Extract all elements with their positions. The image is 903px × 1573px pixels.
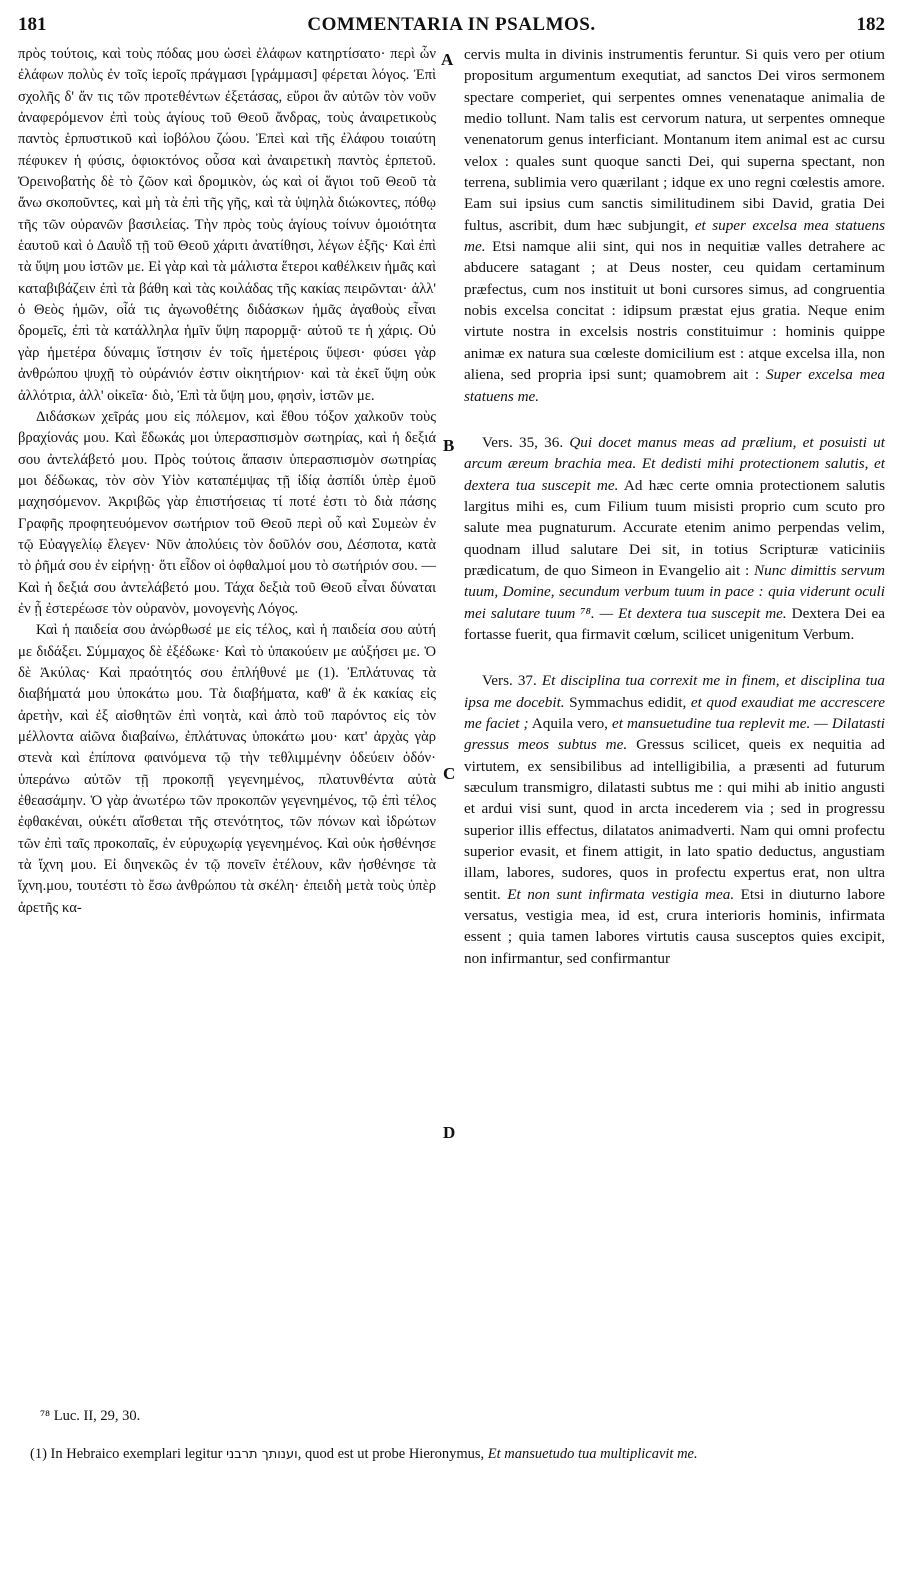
margin-marker-d: D	[443, 1123, 456, 1142]
page-number-right: 182	[856, 14, 885, 35]
latin-quote: Qui docet manus meas ad prælium, et posuisti ut arcum æreum brachia mea. Et dedisti mihi protectionem salutis, et dextera tua suscepit me.	[464, 433, 885, 494]
latin-quote: Et non sunt infirmata vestigia mea.	[507, 885, 735, 903]
margin-marker-c: C	[443, 764, 456, 783]
greek-column	[18, 44, 436, 919]
page-number-left: 181	[18, 14, 47, 35]
hebrew-text: וענותך תרבני	[226, 1447, 298, 1462]
latin-quote: et mansuetudine tua replevit me. — Dilatasti gressus meos subtus me.	[464, 714, 885, 754]
footnote-text: (1) In Hebraico exemplari legitur	[30, 1446, 227, 1462]
greek-paragraph-1: πρὸς τούτοις, καὶ τοὺς πόδας μου ὡσεὶ ἐλάφων κατηρτίσατο· περὶ ὧν ἐλάφων πολὺς ἐν τοῖς ἱεροῖς πράγμασι [γράμμασι] φέρεται λόγος. Ἐπὶ σχολῆς δ' ἄν τις τῶν προτεθέντων ἐξετάσας, εὕροι ἂν αὐτῶν τὸν νοῦν ἀναφερόμενον ἐπὶ τοὺς ἁγίους τοῦ Θεοῦ ἄνδρας, τοὺς ἀναιρετικοὺς παντὸς ἑρπυστικοῦ καὶ ἰοβόλου ζώου. Ἐπεὶ καὶ τῆς ἐλάφου τοιαύτη πέφυκεν ἡ φύσις, ὀφιοκτόνος οὖσα καὶ ἀναιρετικὴ παντὸς ἑρπετοῦ. Ὀρεινοβατὴς δὲ τὸ ζῶον καὶ δρομικὸν, ὡς καὶ οἱ ἅγιοι τοῦ Θεοῦ τὰ ἄνω σκοποῦντες, καὶ μὴ τὰ ἐπὶ τῆς γῆς, καὶ τὰ ὑψηλὰ διώκοντες, πόθῳ τῆς τῶν οὐρανῶν βασιλείας. Τὴν πρὸς τοὺς ἁγίους τοίνυν ὁμοιότητα ἑαυτοῦ καὶ ὁ Δαυῒδ τῇ τοῦ Θεοῦ χάριτι ἀνατίθησι, λέγων ἑξῆς· Καὶ ἐπὶ τὰ ὕψη μου ἱστῶν με. Εἰ γὰρ καὶ τὰ μάλιστα ἕτεροι καθέλκειν ἡμᾶς καὶ καταβιβάζειν ἐπὶ τὰ βάθη καὶ τὰς κοιλάδας τῆς κακίας πειρῶνται· ἀλλ' ὁ Θεὸς ἡμῶν, οἷά τις ἀγωνοθέτης διδάσκων ἡμᾶς ἀγαθοὺς εἶναι δρομεῖς, ἐπὶ τὰ κατάλληλα ἡμῖν ὕψη παρορμᾷ· αὐτοῦ τε ἡ χάρις. Οὐ γὰρ ἡμετέρα δύναμις ἵστησιν ἐν τοῖς ἡμετέροις ὕψεσι· φύσει γὰρ ἀνθρώπου ψυχῇ τὸ οὐράνιόν ἐστιν οἰκητήριον· καὶ τὰ ἐκεῖ ὕψη οὐκ ἀλλότρια, ἀλλ' οἰκεῖα· διὸ, Ἐπὶ τὰ ὕψη μου, φησὶν, ἱστῶν με.	[18, 46, 436, 404]
margin-marker-a: A	[441, 50, 454, 69]
greek-paragraph-2: Διδάσκων χεῖράς μου εἰς πόλεμον, καὶ ἔθου τόξον χαλκοῦν τοὺς βραχίονάς μου. Καὶ ἔδωκάς μοι ὑπερασπισμὸν σωτηρίας, καὶ ἡ δεξιά σου ἀντελάβετό μου. Πρὸς τούτοις ἅπασιν ὑπερασπισμὸν σωτηρίας μοι δέδωκας, τὸν σὸν Υἱὸν καταπέμψας τῇ ἰδίᾳ ἀσπίδι ὑπὲρ ἐμοῦ μαχησόμενον. Ἀκριβῶς γὰρ ἐπιστήσειας τί ποτέ ἐστι τὸ διὰ πάσης Γραφῆς προφητευόμενον σωτήριον τοῦ Θεοῦ περὶ οὗ καὶ Συμεὼν ἐν τῷ Εὐαγγελίῳ ἔλεγεν· Νῦν ἀπολύεις τὸν δοῦλόν σου, Δέσποτα, κατὰ τὸ ῥῆμά σου ἐν εἰρήνῃ· ὅτι εἶδον οἱ ὀφθαλμοί μου τὸ σωτήριόν σου. — Καὶ ἡ δεξιά σου ἀντελάβετό μου. Τάχα δεξιὰ τοῦ Θεοῦ εἶναι δύναται ἐν ᾗ ἐστερέωσε τὸν οὐρανὸν, μονογενὴς Λόγος.	[18, 408, 436, 617]
latin-quote: et super excelsa mea statuens me.	[464, 216, 885, 256]
latin-quote: Et disciplina tua correxit me in finem, et disciplina tua ipsa me docebit.	[464, 672, 886, 711]
latin-quote: Nunc dimittis servum tuum, Domine, secundum verbum tuum in pace : quia viderunt oculi mei salutare tuum ⁷⁸. — Et dextera tua suscepit me.	[464, 561, 885, 622]
latin-text: Etsi namque alii sint, qui nos in nequitiæ valles detrahere ac abducere satagant ; at Deus noster, ceu quidam certaminum præfectus, cum nos instituit ut boni cursores simus, ad congruentia nobis excelsa concitat : idipsum præstat ejus gratia. Neque enim virtute nostra in excelsis nostris constituimur : hominis quippe animæ ex natura sua cœleste domicilium est : atque excelsa illa, non aliena, sed propria ipsi sunt; quamobrem ait :	[464, 238, 885, 384]
latin-text: Ad hæc certe omnia protectionem salutis largitus mihi es, cum Filium tuum misisti proprio cum scuto pro salute mea pugnaturum. Accurate etenim animo perpendas velim, quodnam illud salutare Dei sit, in totius Scripturæ vaticiniis prædicatum, de quo Simeon in Evangelio ait :	[464, 476, 885, 579]
latin-text: cervis multa in divinis instrumentis feruntur. Si quis vero per otium propositum argumentum exequtiat, ad sanctos Dei viros sermonem spectare comperiet, qui serpentes omnes venenataque animalia de medio tollunt. Nam talis est cervorum natura, ut serpentes omneque venenatorum genus interficiant. Montanum item animal est ac cursu velox : quales sunt quoque sancti Dei, qui superna spectant, non terrena, sublimia vero quærilant ; idque ex uno regni cœlestis amore. Eam sui ipsius cum sanctis similitudinem sibi David, gratia Dei fultus, ascribit, dum hæc subjungit,	[464, 46, 885, 234]
verse-label: Vers. 35, 36.	[482, 433, 570, 451]
verse-label: Vers. 37.	[482, 672, 542, 690]
footnote-text: , quod est ut probe Hieronymus,	[297, 1446, 488, 1462]
latin-paragraph-3	[464, 670, 885, 969]
page-header	[18, 14, 885, 40]
margin-marker-b: B	[443, 436, 455, 455]
latin-text: Aquila vero,	[528, 714, 613, 732]
footnote-quote: Et mansuetudo tua multiplicavit me.	[487, 1446, 698, 1462]
latin-paragraph-1	[464, 44, 885, 407]
running-title: COMMENTARIA IN PSALMOS.	[307, 14, 596, 35]
latin-column	[464, 44, 885, 969]
footnote-78: ⁷⁸ Luc. II, 29, 30.	[40, 1408, 141, 1424]
latin-quote: Super excelsa mea statuens me.	[464, 366, 885, 405]
latin-text: Gressus scilicet, queis ex nequitia ad virtutem, ex sensibilibus ad intelligibilia, a præsenti ad futurum sæculum transmigro, dilatasti subtus me : qui mihi ab initio angusti et ardui visi sunt, quod in arcta incederem via ; sed in progressu superior illis effectus, dilatatos animadverti. Nam qui omni profectu superior evasit, et finem attigit, in lato spatio deductus, angustiam illam, labores, sudores, quos in profectu expertus erat, non ultra sentit.	[464, 736, 885, 903]
latin-quote: et quod exaudiat me accrescere me faciet ;	[464, 693, 885, 732]
latin-text: Symmachus edidit,	[564, 693, 691, 711]
latin-paragraph-2	[464, 432, 885, 645]
latin-text: Dextera Dei ea fortasse fuerit, qua firmavit cœlum, scilicet unigenitum Verbum.	[464, 604, 885, 643]
latin-text: Etsi in diuturno labore versatus, vestigia mea, id est, crura interioris hominis, infirmata essent ; quia tamen labores virtutis causa susceptos quies excipit, non infirmantur, sed confirmantur	[464, 885, 885, 967]
greek-paragraph-3: Καὶ ἡ παιδεία σου ἀνώρθωσέ με εἰς τέλος, καὶ ἡ παιδεία σου αὐτή με διδάξει. Σύμμαχος δὲ ἐξέδωκε· Καὶ τὸ ὑπακούειν με αὐξήσει με. Ὁ δὲ Ἀκύλας· Καὶ πραότητός σου ἐπλήθυνέ με (1). Ἐπλάτυνας τὰ διαβήματά μου ὑποκάτω μου. Τὰ διαβήματα, καθ' ἃ ἐκ κακίας εἰς ἀρετὴν, καὶ ἐξ αἰσθητῶν ἐπὶ νοητὰ, καὶ ἀπὸ τοῦ παρόντος εἰς τὸν μέλλοντα αἰῶνα διαβαίνω, ἐπλάτυνας ὑποκάτω μου· κατ' ἀρχὰς γὰρ στενὰ καὶ ἐπίπονα φαινόμενα τῷ τὴν τεθλιμμένην ὁδεύειν ὁδόν· ὑπεράνω αὐτῶν τῇ προκοπῇ γεγενημένος, πλατυνθέντα αὐτὰ ἐθεασάμην. Ὁ γὰρ ἀνωτέρω τῶν προκοπῶν γεγενημένος, τῷ ἐπὶ τέλος ἐφθακέναι, οὐκέτι αἴσθεται τῆς στενότητος, τῶν πόνων καὶ ἱδρώτων τῶν ἐπὶ ταῖς προκοπαῖς, ἐν εὐρυχωρίᾳ γεγενημένος. Καὶ οὐκ ἠσθένησε τὰ ἴχνη μου. Εἰ διηνεκῶς ἐν τῷ πονεῖν ἐτέλουν, κἂν ἠσθένησε τὰ ἴχνη.μου, τουτέστι τὸ ἔσω ἀνθρώπου τὰ σκέλη· ἐπειδὴ μετὰ τοὺς ὑπὲρ ἀρετῆς κα-	[18, 622, 436, 916]
footnote-1	[30, 1445, 890, 1464]
